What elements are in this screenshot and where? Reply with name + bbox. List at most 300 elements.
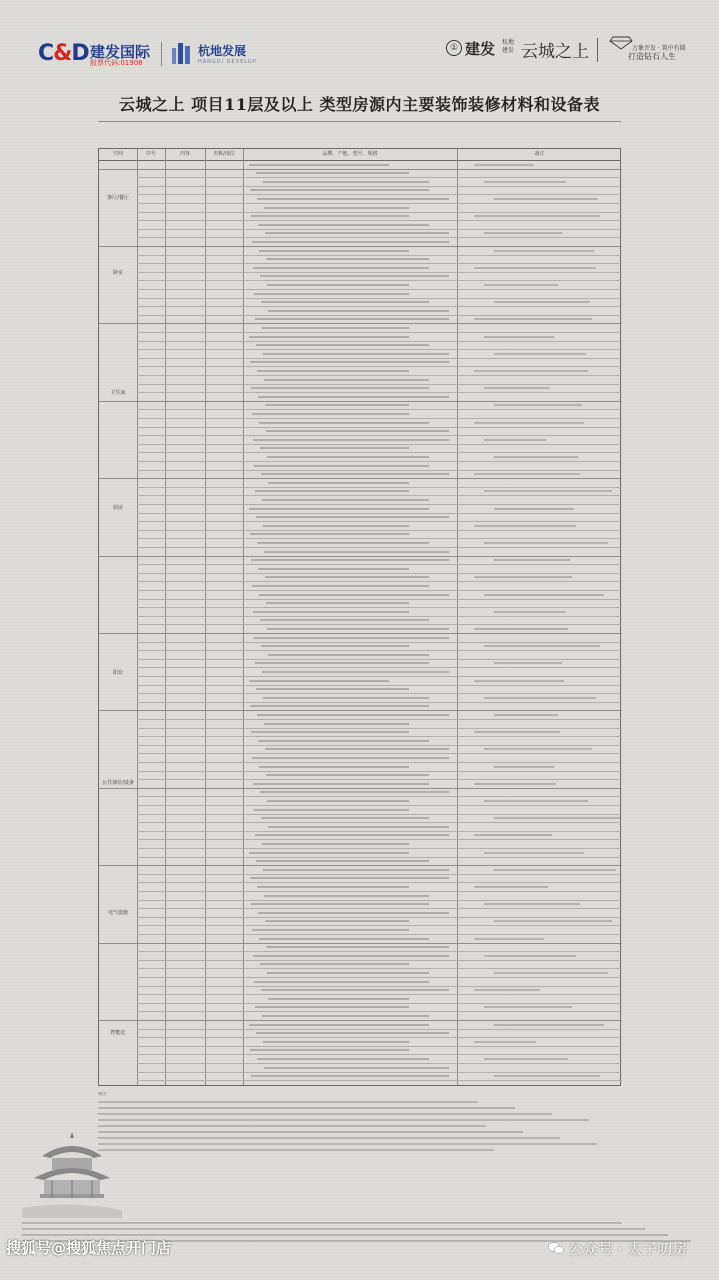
table-row xyxy=(99,169,622,170)
table-row xyxy=(99,323,622,324)
table-row xyxy=(137,1063,622,1064)
table-cell-text xyxy=(258,740,429,742)
table-cell-text xyxy=(250,1049,409,1051)
note-line xyxy=(98,1113,552,1115)
table-cell-text xyxy=(266,602,409,604)
header-divider xyxy=(161,42,162,66)
table-cell-text xyxy=(259,594,449,596)
table-cell-text xyxy=(257,714,449,716)
table-cell-text xyxy=(494,559,570,561)
table-cell-text xyxy=(484,697,596,699)
table-row xyxy=(137,392,622,393)
note-line xyxy=(98,1131,523,1133)
table-cell-text xyxy=(250,533,409,535)
table-row xyxy=(137,366,622,367)
note-line xyxy=(98,1119,589,1121)
table-cell-text xyxy=(484,232,562,234)
table-cell-text xyxy=(250,361,449,363)
table-row xyxy=(137,341,622,342)
table-row xyxy=(137,1011,622,1012)
table-row xyxy=(137,375,622,376)
table-cell-text xyxy=(264,207,409,209)
table-cell-text xyxy=(484,181,566,183)
table-cell-text xyxy=(254,465,429,467)
table-cell-text xyxy=(474,370,588,372)
table-cell-text xyxy=(484,1006,572,1008)
table-cell-text xyxy=(250,877,449,879)
table-row xyxy=(137,590,622,591)
table-row xyxy=(99,556,622,557)
table-row xyxy=(137,599,622,600)
cd-stock-code: 股票代码:01908 xyxy=(90,59,143,67)
table-row xyxy=(137,1046,622,1047)
table-cell-text xyxy=(251,215,409,217)
table-row xyxy=(137,925,622,926)
table-row xyxy=(137,212,622,213)
table-row xyxy=(137,917,622,918)
table-cell-text xyxy=(484,387,550,389)
table-row xyxy=(137,495,622,496)
table-cell-text xyxy=(484,955,576,957)
table-row xyxy=(137,934,622,935)
table-cell-text xyxy=(258,224,429,226)
table-row xyxy=(137,831,622,832)
table-cell-text xyxy=(256,688,409,690)
note-line xyxy=(98,1125,486,1127)
table-cell-text xyxy=(257,1058,429,1060)
table-cell-text xyxy=(260,275,449,277)
table-cell-text xyxy=(494,920,612,922)
table-cell-text xyxy=(260,791,449,793)
table-row xyxy=(137,418,622,419)
hangdi-name: 杭地发展 xyxy=(198,44,247,58)
table-cell-text xyxy=(474,680,564,682)
project-divider xyxy=(597,38,598,62)
table-cell-text xyxy=(474,422,584,424)
table-row xyxy=(137,435,622,436)
table-row xyxy=(137,1037,622,1038)
table-row xyxy=(137,409,622,410)
table-row xyxy=(137,581,622,582)
table-cell-text xyxy=(252,929,409,931)
table-cell-text xyxy=(494,869,616,871)
table-cell-text xyxy=(261,473,449,475)
page-title: 云城之上 项目11层及以上 类型房源内主要装饰装修材料和设备表 xyxy=(119,95,600,114)
table-cell-text xyxy=(484,800,588,802)
table-row xyxy=(137,882,622,883)
hangdi-sub: HANGDI DEVELOP xyxy=(198,59,257,65)
table-cell-text xyxy=(266,946,449,948)
table-row xyxy=(137,427,622,428)
table-cell-text xyxy=(263,525,409,527)
table-cell-text xyxy=(268,482,409,484)
table-row xyxy=(99,943,622,944)
table-row xyxy=(137,685,622,686)
table-row xyxy=(137,624,622,625)
table-cell-text xyxy=(257,542,429,544)
table-cell-text xyxy=(474,1041,536,1043)
table-row xyxy=(137,530,622,531)
table-row xyxy=(137,255,622,256)
table-cell-text xyxy=(265,232,449,234)
table-row xyxy=(99,1020,622,1021)
table-cell-text xyxy=(494,611,566,613)
table-cell-text xyxy=(268,310,449,312)
table-cell-text xyxy=(267,456,429,458)
table-cell-text xyxy=(264,379,429,381)
slogan-small: 万象开发 · 筑中有圆 xyxy=(632,45,686,52)
table-row xyxy=(137,848,622,849)
table-row xyxy=(137,384,622,385)
table-row xyxy=(137,762,622,763)
materials-table xyxy=(98,148,621,1086)
table-row xyxy=(137,470,622,471)
table-cell-text xyxy=(474,215,600,217)
table-row xyxy=(137,900,622,901)
table-cell-text xyxy=(263,1041,409,1043)
table-row xyxy=(137,1080,622,1081)
table-row xyxy=(137,306,622,307)
table-cell-text xyxy=(261,301,429,303)
table-row xyxy=(99,478,622,479)
table-row xyxy=(137,547,622,548)
table-row xyxy=(137,874,622,875)
table-cell-text xyxy=(265,748,449,750)
table-cell-text xyxy=(265,920,409,922)
table-cell-text xyxy=(264,895,429,897)
table-cell-text xyxy=(494,766,554,768)
table-cell-text xyxy=(252,757,449,759)
table-cell-text xyxy=(258,396,449,398)
table-cell-text xyxy=(257,370,409,372)
table-row xyxy=(137,745,622,746)
table-cell-text xyxy=(249,508,429,510)
table-cell-text xyxy=(251,1075,449,1077)
table-row xyxy=(137,779,622,780)
table-row xyxy=(137,977,622,978)
hangdi-logo-icon xyxy=(170,40,194,66)
table-row xyxy=(137,349,622,350)
project-mark-icon: ① xyxy=(446,40,462,56)
table-cell-text xyxy=(262,499,429,501)
table-cell-text xyxy=(257,198,449,200)
footer-account: 公众号 · 太子叨房 xyxy=(568,1240,688,1258)
table-row xyxy=(137,315,622,316)
table-cell-text xyxy=(268,826,449,828)
table-row xyxy=(137,298,622,299)
header-brand: 品牌、产地、型号、规格 xyxy=(322,151,378,157)
table-row xyxy=(137,194,622,195)
table-cell-text xyxy=(258,912,449,914)
category-label: 阳台 xyxy=(112,670,123,676)
table-cell-text xyxy=(259,422,429,424)
table-cell-text xyxy=(249,1024,429,1026)
cd-company-name: 建发国际 xyxy=(90,43,151,61)
table-row xyxy=(137,796,622,797)
table-cell-text xyxy=(253,611,409,613)
table-cell-text xyxy=(256,344,429,346)
table-cell-text xyxy=(253,439,449,441)
table-cell-text xyxy=(254,809,409,811)
table-cell-text xyxy=(260,619,429,621)
table-row xyxy=(137,986,622,987)
table-cell-text xyxy=(474,267,596,269)
table-row xyxy=(137,538,622,539)
table-row xyxy=(137,968,622,969)
table-cell-text xyxy=(484,748,592,750)
table-cell-text xyxy=(268,998,409,1000)
table-cell-text xyxy=(263,353,449,355)
table-cell-text xyxy=(474,938,544,940)
table-cell-text xyxy=(266,774,429,776)
table-cell-text xyxy=(262,327,409,329)
table-row xyxy=(99,865,622,866)
table-cell-text xyxy=(255,834,449,836)
table-row xyxy=(137,857,622,858)
table-row xyxy=(137,1029,622,1030)
table-row xyxy=(137,186,622,187)
footer-source: 搜狐号@搜狐焦点开门店 xyxy=(6,1239,172,1257)
table-cell-text xyxy=(262,671,449,673)
table-cell-text xyxy=(494,404,582,406)
table-cell-text xyxy=(484,490,612,492)
table-cell-text xyxy=(484,1058,568,1060)
table-cell-text xyxy=(494,250,594,252)
table-cell-text xyxy=(267,628,449,630)
category-label: 电气设施 xyxy=(107,910,128,916)
table-cell-text xyxy=(494,1075,600,1077)
table-cell-text xyxy=(263,869,449,871)
table-cell-text xyxy=(262,843,409,845)
table-cell-text xyxy=(265,404,409,406)
table-cell-text xyxy=(249,680,389,682)
table-row xyxy=(137,1054,622,1055)
category-label: 智能化 xyxy=(110,1030,126,1036)
table-row xyxy=(137,564,622,565)
note-line xyxy=(98,1149,494,1151)
table-cell-text xyxy=(474,731,560,733)
table-row xyxy=(137,487,622,488)
table-row xyxy=(99,788,622,789)
table-cell-text xyxy=(494,301,590,303)
table-row xyxy=(99,710,622,711)
table-row xyxy=(137,822,622,823)
table-cell-text xyxy=(264,1067,449,1069)
table-cell-text xyxy=(494,662,562,664)
disclaimer-line xyxy=(22,1234,668,1236)
table-row xyxy=(137,994,622,995)
table-cell-text xyxy=(258,568,409,570)
table-cell-text xyxy=(268,654,429,656)
note-line xyxy=(98,1107,515,1109)
project-name: 云城之上 xyxy=(521,42,589,62)
table-row xyxy=(99,246,622,247)
table-row xyxy=(137,444,622,445)
table-cell-text xyxy=(255,662,429,664)
table-row xyxy=(137,839,622,840)
table-row xyxy=(137,891,622,892)
slogan: 打造钻石人生 xyxy=(628,52,676,61)
title-underline xyxy=(98,121,621,122)
wechat-icon xyxy=(548,1242,564,1255)
table-row xyxy=(137,693,622,694)
header-remark: 备注 xyxy=(534,151,545,157)
table-cell-text xyxy=(264,723,409,725)
table-cell-text xyxy=(474,473,580,475)
disclaimer-line xyxy=(22,1228,645,1230)
table-cell-text xyxy=(253,267,429,269)
table-cell-text xyxy=(257,886,409,888)
table-row xyxy=(137,659,622,660)
table-cell-text xyxy=(474,834,552,836)
table-row xyxy=(137,719,622,720)
table-cell-text xyxy=(484,336,554,338)
table-row xyxy=(137,814,622,815)
table-row xyxy=(137,960,622,961)
table-cell-text xyxy=(254,981,429,983)
table-cell-text xyxy=(254,637,449,639)
project-brand: 建发 xyxy=(465,40,496,58)
table-cell-text xyxy=(250,189,429,191)
table-row xyxy=(137,177,622,178)
note-line xyxy=(98,1101,478,1103)
table-cell-text xyxy=(474,886,548,888)
table-cell-text xyxy=(261,645,409,647)
table-cell-text xyxy=(494,198,598,200)
table-cell-text xyxy=(252,585,429,587)
table-row xyxy=(137,642,622,643)
table-cell-text xyxy=(494,353,586,355)
table-cell-text xyxy=(250,705,429,707)
table-row xyxy=(137,616,622,617)
header xyxy=(0,0,719,80)
table-row xyxy=(137,203,622,204)
table-cell-text xyxy=(474,783,556,785)
cd-logo: C&D xyxy=(38,41,89,66)
table-cell-text xyxy=(484,903,580,905)
table-cell-text xyxy=(264,551,449,553)
header-content: 内容 xyxy=(179,151,190,157)
table-cell-text xyxy=(484,594,604,596)
table-cell-text xyxy=(253,783,429,785)
table-row xyxy=(137,702,622,703)
table-cell-text xyxy=(259,938,429,940)
category-label: 厨房 xyxy=(112,505,123,511)
table-cell-text xyxy=(256,516,449,518)
table-row xyxy=(137,573,622,574)
table-cell-text xyxy=(484,542,608,544)
table-row xyxy=(137,1072,622,1073)
table-cell-text xyxy=(263,181,429,183)
table-row xyxy=(137,676,622,677)
table-cell-text xyxy=(251,559,449,561)
project-sub: 杭地 建发 xyxy=(502,39,515,54)
table-cell-text xyxy=(265,576,429,578)
table-cell-text xyxy=(267,284,409,286)
note-line xyxy=(98,1143,597,1145)
table-cell-text xyxy=(474,525,576,527)
table-cell-text xyxy=(484,645,600,647)
table-cell-text xyxy=(266,258,429,260)
table-row xyxy=(137,607,622,608)
table-cell-text xyxy=(474,989,540,991)
table-cell-text xyxy=(267,800,409,802)
table-row xyxy=(137,771,622,772)
table-row xyxy=(137,504,622,505)
table-cell-text xyxy=(494,714,558,716)
table-cell-text xyxy=(259,766,409,768)
table-cell-text xyxy=(474,164,534,166)
pavilion-illustration xyxy=(22,1128,122,1218)
notes-lines xyxy=(98,1101,621,1151)
disclaimer-line xyxy=(22,1222,622,1224)
table-cell-text xyxy=(255,490,409,492)
table-row xyxy=(137,736,622,737)
table-cell-text xyxy=(251,731,409,733)
note-line xyxy=(98,1137,560,1139)
table-row xyxy=(137,237,622,238)
table-cell-text xyxy=(261,817,429,819)
table-row xyxy=(137,452,622,453)
table-cell-text xyxy=(267,972,429,974)
category-label: 卧室 xyxy=(112,270,123,276)
table-cell-text xyxy=(484,852,584,854)
table-cell-text xyxy=(484,284,558,286)
table-row xyxy=(137,667,622,668)
table-cell-text xyxy=(474,318,592,320)
table-row xyxy=(137,951,622,952)
table-cell-text xyxy=(266,430,449,432)
table-cell-text xyxy=(249,164,389,166)
table-row xyxy=(137,513,622,514)
table-cell-text xyxy=(494,1024,604,1026)
table-cell-text xyxy=(261,989,449,991)
table-cell-text xyxy=(260,447,409,449)
table-cell-text xyxy=(252,413,409,415)
table-row xyxy=(137,332,622,333)
category-label: 公共部位/设备 xyxy=(102,780,134,786)
table-cell-text xyxy=(256,172,409,174)
table-row xyxy=(137,220,622,221)
table-cell-text xyxy=(262,1015,429,1017)
table-row xyxy=(137,753,622,754)
header-space: 空间 xyxy=(112,151,123,157)
table-cell-text xyxy=(260,963,409,965)
table-row xyxy=(137,263,622,264)
table-row xyxy=(137,229,622,230)
header-no: 序号 xyxy=(145,151,156,157)
table-row xyxy=(137,358,622,359)
table-row xyxy=(137,280,622,281)
table-row xyxy=(99,401,622,402)
table-cell-text xyxy=(474,576,572,578)
table-cell-text xyxy=(254,293,409,295)
table-cell-text xyxy=(252,241,449,243)
notes-block xyxy=(98,1090,621,1155)
table-row xyxy=(137,1003,622,1004)
table-cell-text xyxy=(256,1032,449,1034)
category-label: 卫生间 xyxy=(110,390,126,396)
table-row xyxy=(137,728,622,729)
table-row xyxy=(137,650,622,651)
table-row xyxy=(137,289,622,290)
header-rule xyxy=(99,160,620,161)
table-row xyxy=(137,272,622,273)
table-row xyxy=(137,461,622,462)
table-cell-text xyxy=(494,508,574,510)
table-row xyxy=(99,633,622,634)
table-cell-text xyxy=(255,1006,409,1008)
